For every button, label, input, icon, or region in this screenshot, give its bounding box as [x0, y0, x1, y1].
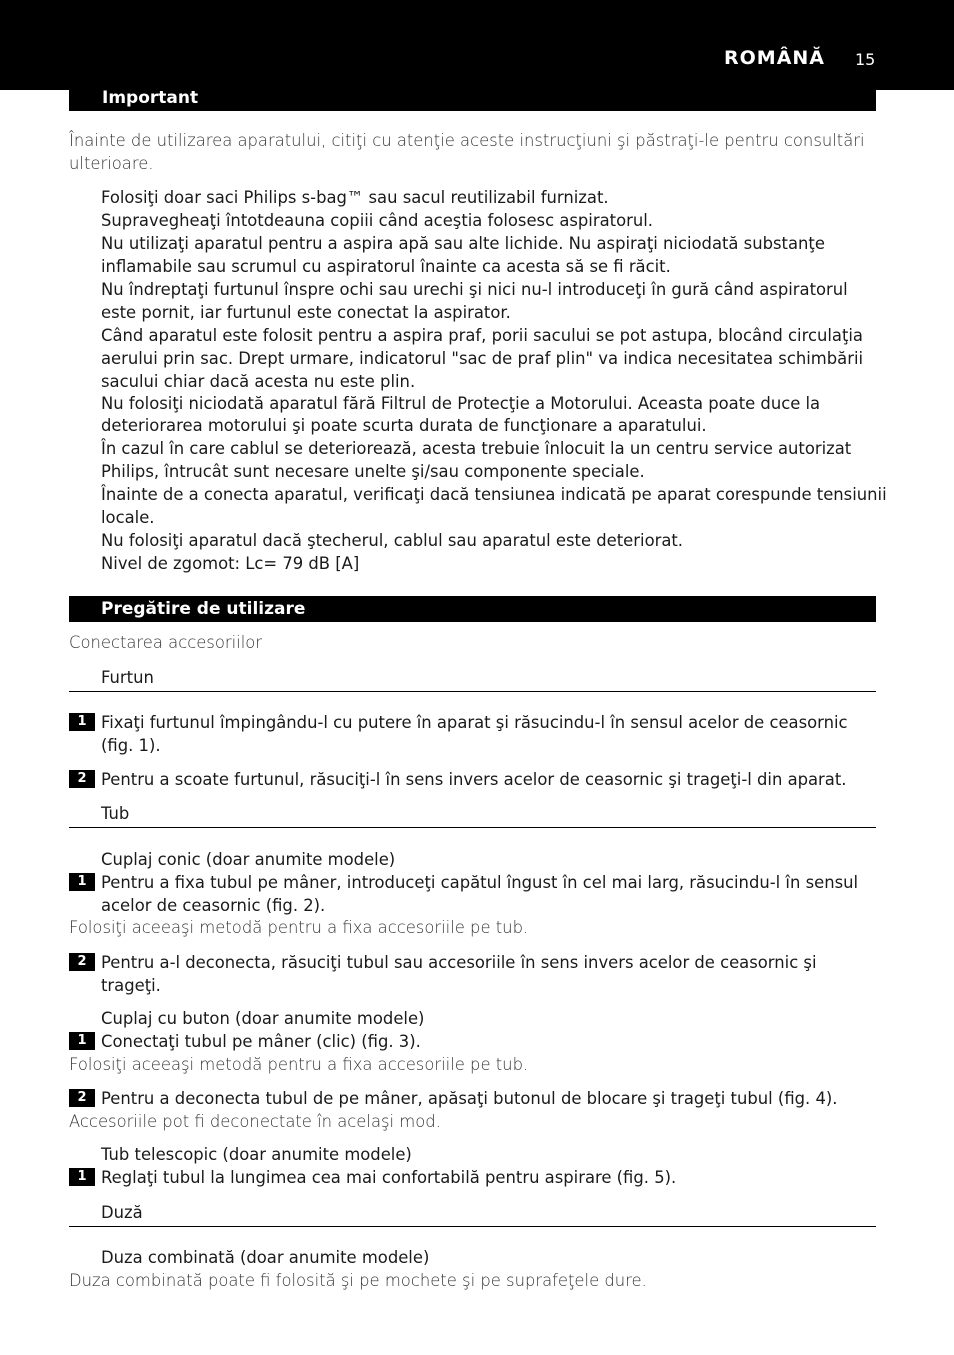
sub-heading-combi-nozzle: Duza combinată (doar anumite modele) [101, 1248, 430, 1267]
warning-line: Nu îndreptaţi furtunul înspre ochi sau urechi şi nici nu-l introduceţi în gură când aspiratorul [101, 280, 848, 299]
step-text: (fig. 1). [101, 736, 161, 755]
warning-line: Când aparatul este folosit pentru a aspira praf, porii sacului se pot astupa, blocând circulaţia [101, 326, 863, 345]
step-number: 2 [69, 770, 95, 788]
warning-line: sacului chiar dacă acesta nu este plin. [101, 372, 416, 391]
page-number: 15 [855, 50, 876, 69]
note-text: Folosiţi aceeaşi metodă pentru a fixa accesoriile pe tub. [69, 1055, 529, 1074]
warning-line: Nu utilizaţi aparatul pentru a aspira apă sau alte lichide. Nu aspiraţi niciodată substanţe [101, 234, 825, 253]
warning-line: aerului prin sac. Drept urmare, indicatorul "sac de praf plin" va indica necesitatea schimbării [101, 349, 864, 368]
step-text: Fixaţi furtunul împingându-l cu putere în aparat şi răsucindu-l în sensul acelor de ceasornic [101, 713, 848, 732]
warning-line: Nu folosiţi niciodată aparatul fără Filtrul de Protecţie a Motorului. Aceasta poate duce la [101, 394, 821, 413]
step-number: 2 [69, 953, 95, 971]
sub-heading-telescopic: Tub telescopic (doar anumite modele) [101, 1145, 412, 1164]
step-number: 2 [69, 1089, 95, 1107]
note-text: Duza combinată poate fi folosită şi pe mochete şi pe suprafeţele dure. [69, 1271, 647, 1290]
divider [69, 1226, 876, 1227]
header-language: ROMÂNĂ [724, 47, 825, 69]
warning-line: Folosiţi doar saci Philips s-bag™ sau sacul reutilizabil furnizat. [101, 188, 609, 207]
warning-line: deteriorarea motorului şi poate scurta durata de funcţionare a aparatului. [101, 416, 707, 435]
intro-line: Înainte de utilizarea aparatului, citiţi cu atenţie aceste instrucţiuni şi păstraţi-le pentru consultări [69, 131, 865, 150]
part-heading-nozzle: Duză [101, 1203, 143, 1222]
subsection-heading: Conectarea accesoriilor [69, 633, 263, 652]
warning-line: locale. [101, 508, 155, 527]
part-heading-hose: Furtun [101, 668, 154, 687]
warning-line: Înainte de a conecta aparatul, verificaţi dacă tensiunea indicată pe aparat corespunde tensiunii [101, 485, 887, 504]
note-text: Folosiţi aceeaşi metodă pentru a fixa accesoriile pe tub. [69, 918, 529, 937]
intro-line: ulterioare. [69, 154, 154, 173]
section-title-preparation: Pregătire de utilizare [69, 596, 876, 622]
sub-heading-button: Cuplaj cu buton (doar anumite modele) [101, 1009, 425, 1028]
step-number: 1 [69, 1032, 95, 1050]
warning-line: este pornit, iar furtunul este conectat la aspirator. [101, 303, 511, 322]
warning-line: Philips, întrucât sunt necesare unelte şi/sau componente speciale. [101, 462, 645, 481]
step-number: 1 [69, 1168, 95, 1186]
warning-line: Nivel de zgomot: Lc= 79 dB [A] [101, 554, 360, 573]
divider [69, 691, 876, 692]
section-title-important: Important [69, 83, 876, 111]
header-bar [0, 0, 954, 90]
warning-line: inflamabile sau scrumul cu aspiratorul înainte ca acesta să se fi răcit. [101, 257, 671, 276]
step-text: Conectaţi tubul pe mâner (clic) (fig. 3). [101, 1032, 421, 1051]
step-text: trageţi. [101, 976, 161, 995]
divider [69, 827, 876, 828]
note-text: Accesoriile pot fi deconectate în acelaşi mod. [69, 1112, 441, 1131]
part-heading-tube: Tub [101, 804, 130, 823]
step-text: Reglaţi tubul la lungimea cea mai confortabilă pentru aspirare (fig. 5). [101, 1168, 677, 1187]
step-text: Pentru a fixa tubul pe mâner, introduceţi capătul îngust în cel mai larg, răsucindu-l în sensul [101, 873, 859, 892]
step-text: acelor de ceasornic (fig. 2). [101, 896, 326, 915]
sub-heading-conic: Cuplaj conic (doar anumite modele) [101, 850, 396, 869]
warning-line: În cazul în care cablul se deteriorează, acesta trebuie înlocuit la un centru service autorizat [101, 439, 852, 458]
step-text: Pentru a-l deconecta, răsuciţi tubul sau accesoriile în sens invers acelor de ceasornic şi [101, 953, 817, 972]
warning-line: Nu folosiţi aparatul dacă ştecherul, cablul sau aparatul este deteriorat. [101, 531, 684, 550]
step-number: 1 [69, 873, 95, 891]
step-text: Pentru a scoate furtunul, răsuciţi-l în sens invers acelor de ceasornic şi trageţi-l din aparat. [101, 770, 847, 789]
warning-line: Supravegheaţi întotdeauna copiii când aceştia folosesc aspiratorul. [101, 211, 653, 230]
step-text: Pentru a deconecta tubul de pe mâner, apăsaţi butonul de blocare şi trageţi tubul (fig. 4). [101, 1089, 838, 1108]
step-number: 1 [69, 713, 95, 731]
